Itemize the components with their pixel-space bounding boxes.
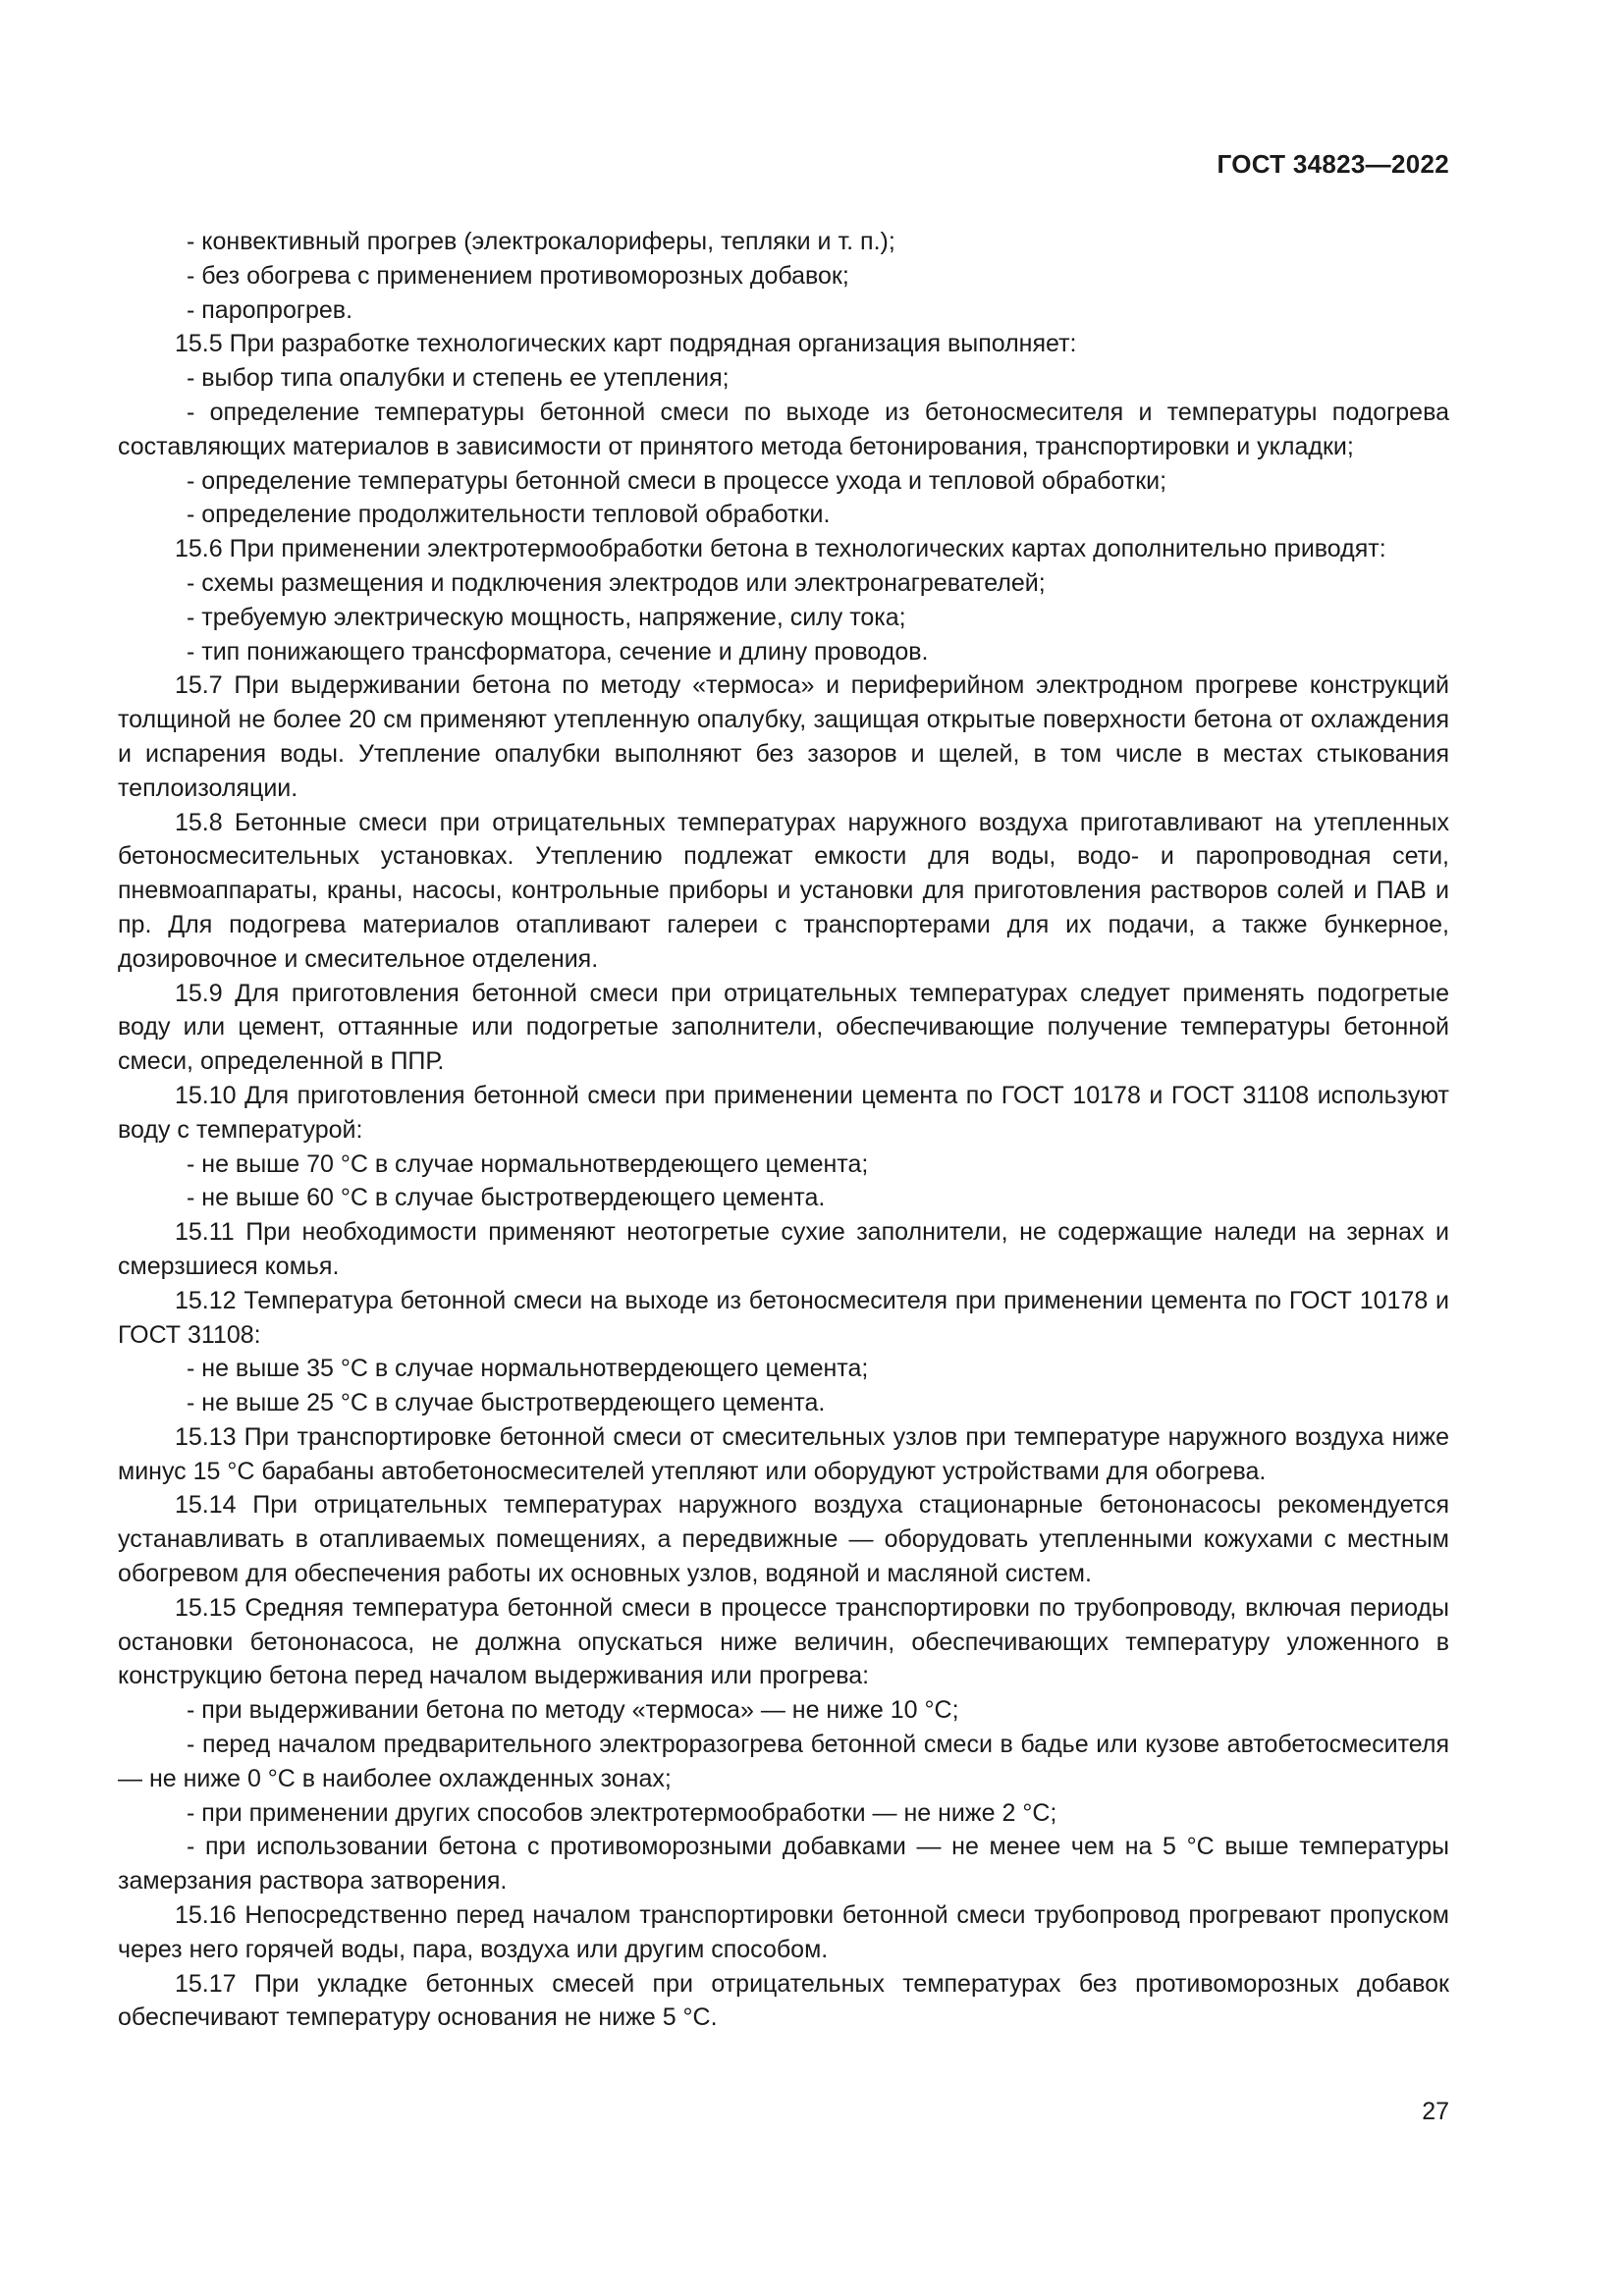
list-item: - не выше 70 °С в случае нормальнотвердеющего цемента; (187, 1149, 869, 1178)
clause-15-5: 15.5 При разработке технологических карт подрядная организация выполняет: (175, 330, 1077, 358)
list-item: - при применении других способов электротермообработки — не ниже 2 °С; (187, 1798, 1057, 1827)
list-item: - конвективный прогрев (электрокалориферы, тепляки и т. п.); (187, 228, 895, 255)
clause-15-6: 15.6 При применении электротермообработки бетона в технологических картах дополнительно приводят: (175, 535, 1386, 563)
list-item: - определение продолжительности тепловой обработки. (187, 501, 831, 529)
clause-15-9: 15.9 Для приготовления бетонной смеси при отрицательных температурах следует применять подогретые воду или цемент, оттаянные или подогретые заполнители, обеспечивающие получение температуры бетонной смеси, определенной в ППР. (118, 979, 1449, 1076)
clause-15-15: 15.15 Средняя температура бетонной смеси в процессе транспортировки по трубопроводу, включая периоды остановки бетононасоса, не должна опускаться ниже величин, обеспечивающих температуру уложенного в конструкцию бетона перед началом выдерживания или прогрева: (118, 1593, 1449, 1690)
clause-15-13: 15.13 При транспортировке бетонной смеси от смесительных узлов при температуре наружного воздуха ниже минус 15 °С барабаны автобетоносмесителей утепляют или оборудуют устройствами для обогрева. (118, 1422, 1449, 1485)
clause-15-11: 15.11 При необходимости применяют неотогретые сухие заполнители, не содержащие наледи на зернах и смерзшиеся комья. (118, 1218, 1449, 1280)
clause-15-8: 15.8 Бетонные смеси при отрицательных температурах наружного воздуха приготавливают на утепленных бетоносмесительных установках. Утеплению подлежат емкости для воды, водо- и паропроводная сети, пневмоаппараты, краны, насосы, контрольные приборы и установки для приготовления растворов солей и ПАВ и пр. Для подогрева материалов отапливают галереи с транспортерами для их подачи, а также бункерное, дозировочное и смесительное отделения. (118, 808, 1449, 973)
clause-15-12: 15.12 Температура бетонной смеси на выходе из бетоносмесителя при применении цемента по ГОСТ 10178 и ГОСТ 31108: (118, 1286, 1449, 1349)
list-item: - без обогрева с применением противоморозных добавок; (187, 261, 849, 290)
page-number: 27 (1422, 2098, 1449, 2125)
list-item: - при использовании бетона с противоморозными добавками — не менее чем на 5 °С выше температуры замерзания раствора затворения. (118, 1833, 1449, 1896)
list-item: - не выше 60 °С в случае быстротвердеющего цемента. (187, 1184, 826, 1212)
clause-15-7: 15.7 При выдерживании бетона по методу «термоса» и периферийном электродном прогреве конструкций толщиной не более 20 см применяют утепленную опалубку, защищая открытые поверхности бетона от охлаждения и испарения воды. Утепление опалубки выполняют без зазоров и щелей, в том числе в местах стыкования теплоизоляции. (118, 671, 1449, 802)
list-item: - схемы размещения и подключения электродов или электронагревателей; (187, 568, 1046, 597)
list-item: - требуемую электрическую мощность, напряжение, силу тока; (187, 603, 906, 631)
clause-15-10: 15.10 Для приготовления бетонной смеси при применении цемента по ГОСТ 10178 и ГОСТ 31108 используют воду с температурой: (118, 1081, 1449, 1144)
clause-15-14: 15.14 При отрицательных температурах наружного воздуха стационарные бетононасосы рекомендуется устанавливать в отапливаемых помещениях, а передвижные — оборудовать утепленными кожухами с местным обогревом для обеспечения работы их основных узлов, водяной и масляной систем. (118, 1491, 1449, 1588)
list-item: - определение температуры бетонной смеси в процессе ухода и тепловой обработки; (187, 466, 1167, 495)
list-item: - выбор типа опалубки и степень ее утепления; (187, 364, 730, 393)
document-body (118, 225, 1449, 2035)
list-item: - тип понижающего трансформатора, сечение и длину проводов. (187, 637, 929, 666)
clause-15-17: 15.17 При укладке бетонных смесей при отрицательных температурах без противоморозных добавок обеспечивают температуру основания не ниже 5 °С. (118, 1969, 1449, 2032)
list-item: - паропрогрев. (187, 295, 353, 324)
list-item: - не выше 25 °С в случае быстротвердеющего цемента. (187, 1389, 826, 1417)
list-item: - перед началом предварительного электроразогрева бетонной смеси в бадье или кузове автобетосмесителя — не ниже 0 °С в наиболее охлажденных зонах; (118, 1731, 1449, 1792)
list-item: - не выше 35 °С в случае нормальнотвердеющего цемента; (187, 1355, 869, 1383)
list-item: - при выдерживании бетона по методу «термоса» — не ниже 10 °С; (187, 1696, 959, 1725)
list-item: - определение температуры бетонной смеси по выходе из бетоносмесителя и температуры подогрева составляющих материалов в зависимости от принятого метода бетонирования, транспортировки и укладки; (118, 398, 1449, 460)
clause-15-16: 15.16 Непосредственно перед началом транспортировки бетонной смеси трубопровод прогревают пропуском через него горячей воды, пара, воздуха или другим способом. (118, 1901, 1449, 1963)
standard-header: ГОСТ 34823—2022 (1217, 149, 1449, 179)
